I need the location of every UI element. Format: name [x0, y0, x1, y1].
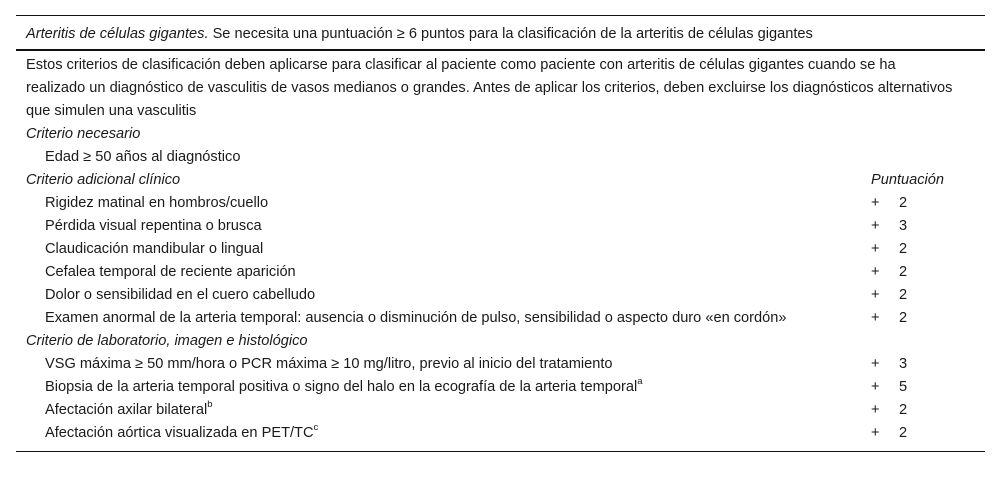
table-row — [16, 399, 985, 422]
intro-paragraph: Estos criterios de clasificación deben aplicarse para clasificar al paciente como paciente con arteritis de células gigantes cuando se ha realizado un diagnóstico de vasculitis de vasos medianos o grandes. Antes de aplicar los criterios, deben excluirse los diagnósticos alternativos que simulen una vasculitis — [26, 57, 953, 119]
table-row — [16, 307, 985, 330]
section-heading: Criterio adicional clínico — [26, 172, 181, 188]
criterion-label: Cefalea temporal de reciente aparición — [45, 264, 296, 280]
table-row — [16, 146, 985, 169]
criterion-label: Dolor o sensibilidad en el cuero cabelludo — [45, 287, 316, 303]
caption-title-italic: Arteritis de células gigantes. — [26, 26, 209, 42]
table-row — [16, 215, 985, 238]
criterion-label: Afectación aórtica visualizada en PET/$TC^c$ — [45, 422, 319, 441]
section-clinical — [16, 169, 985, 192]
criterion-score: + 2 — [871, 195, 908, 211]
criterion-score: + 2 — [871, 402, 908, 418]
footnote-marker: b — [207, 399, 213, 411]
criterion-label: Edad ≥ 50 años al diagnóstico — [45, 149, 241, 165]
table-row — [16, 284, 985, 307]
criterion-score: + 2 — [871, 287, 908, 303]
criterion-label: Pérdida visual repentina o brusca — [45, 218, 262, 234]
section-necessary — [16, 123, 985, 146]
table-row — [16, 376, 985, 399]
bottom-rule — [16, 451, 985, 452]
table-row — [16, 422, 985, 445]
footnote-marker: c — [313, 422, 319, 434]
footnote-marker: a — [637, 376, 643, 388]
criteria-table — [16, 15, 985, 452]
section-lab — [16, 330, 985, 353]
table-row — [16, 261, 985, 284]
criterion-score: + 2 — [871, 241, 908, 257]
section-heading: Criterio necesario — [26, 126, 141, 142]
criterion-score: + 3 — [871, 218, 908, 234]
criterion-label: VSG máxima ≥ 50 mm/hora o PCR máxima ≥ 10 mg/litro, previo al inicio del tratamiento — [45, 356, 613, 372]
criterion-score: + 2 — [871, 264, 908, 280]
criterion-label: Claudicación mandibular o lingual — [45, 241, 264, 257]
criterion-label: Examen anormal de la arteria temporal: ausencia o disminución de pulso, sensibilidad o aspecto duro «en cordón» — [45, 310, 787, 326]
table-row — [16, 192, 985, 215]
table-row — [16, 238, 985, 261]
criterion-label: Biopsia de la arteria temporal positiva o signo del halo en la ecografía de la arteria temporal$^a$ — [45, 376, 643, 395]
score-column-heading: Puntuación — [871, 172, 945, 188]
section-heading: Criterio de laboratorio, imagen e histológico — [26, 333, 308, 349]
criterion-score: + 5 — [871, 379, 908, 395]
criterion-score: + 3 — [871, 356, 908, 372]
table-row — [16, 353, 985, 376]
table-caption — [16, 16, 985, 49]
criterion-label: Rigidez matinal en hombros/cuello — [45, 195, 269, 211]
caption-title-rest: Se necesita una puntuación ≥ 6 puntos para la clasificación de la arteritis de células gigantes — [208, 26, 813, 42]
criterion-label: Afectación axilar bilateral$^b$ — [45, 399, 213, 418]
criterion-score: + 2 — [871, 425, 908, 441]
criterion-score: + 2 — [871, 310, 908, 326]
